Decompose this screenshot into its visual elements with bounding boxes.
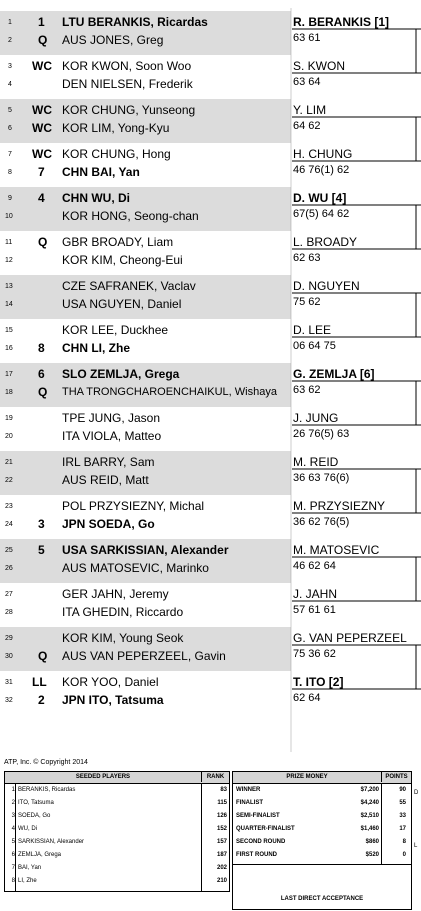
draw-position-number: 12 [5, 257, 13, 264]
draw-position-number: 7 [8, 151, 12, 158]
draw-position-number: 16 [5, 345, 13, 352]
draw-position-number: 2 [8, 37, 12, 44]
prize-header-label: PRIZE MONEY [286, 774, 328, 780]
prize-round: QUARTER-FINALIST [236, 826, 295, 832]
draw-position-number: 27 [5, 591, 13, 598]
player-name: AUS MATOSEVIC, Marinko [62, 561, 209, 575]
seed-number: 8 [38, 341, 45, 355]
seed-row-rank: 202 [216, 865, 227, 871]
prize-points: 55 [399, 800, 406, 806]
prize-round: FINALIST [236, 800, 263, 806]
player-name: KOR YOO, Daniel [62, 675, 159, 689]
player-name: ITA VIOLA, Matteo [62, 429, 162, 443]
prize-money: $520 [365, 852, 379, 858]
entry-status: LL [32, 675, 47, 689]
prize-points: 90 [399, 787, 406, 793]
match-score: 64 62 [293, 120, 321, 132]
round-winner-name: Y. LIM [293, 103, 327, 117]
player-name: KOR CHUNG, Yunseong [62, 103, 196, 117]
draw-position-number: 30 [5, 653, 13, 660]
match-score: 57 61 61 [293, 604, 336, 616]
seed-row-rank: 187 [216, 852, 227, 858]
prize-round: SECOND ROUND [236, 839, 286, 845]
prize-points: 17 [399, 826, 406, 832]
player-name: THA TRONGCHAROENCHAIKUL, Wishaya [62, 386, 277, 398]
round-winner-name: G. ZEMLJA [6] [293, 367, 375, 381]
seed-number: 5 [38, 543, 45, 557]
draw-position-number: 32 [5, 697, 13, 704]
match-score: 26 76(5) 63 [293, 428, 350, 440]
match-score: 62 64 [293, 692, 321, 704]
prize-round: SEMI-FINALIST [236, 813, 280, 819]
draw-position-number: 29 [5, 635, 13, 642]
player-name: SLO ZEMLJA, Grega [62, 367, 180, 381]
prize-money: $860 [365, 839, 379, 845]
round-winner-name: L. BROADY [293, 235, 358, 249]
player-name: GER JAHN, Jeremy [62, 587, 169, 601]
round-winner-name: M. REID [293, 455, 339, 469]
rank-header-label: RANK [201, 772, 229, 782]
player-name: AUS VAN PEPERZEEL, Gavin [62, 649, 226, 663]
entry-status: WC [32, 59, 52, 73]
match-score: 46 76(1) 62 [293, 164, 350, 176]
draw-position-number: 5 [8, 107, 12, 114]
draw-position-number: 11 [5, 239, 13, 246]
player-name: GBR BROADY, Liam [62, 235, 174, 249]
seed-row-name: BAI, Yan [18, 865, 42, 871]
draw-position-number: 1 [8, 19, 12, 26]
prize-edge-d: D [414, 790, 419, 796]
player-name: CHN BAI, Yan [62, 165, 140, 179]
prize-round: WINNER [236, 787, 261, 793]
prize-points: 33 [399, 813, 406, 819]
round-winner-name: J. JUNG [293, 411, 339, 425]
seed-row-number: 2 [11, 800, 15, 806]
seeded-table-header [5, 772, 229, 784]
prize-money: $4,240 [360, 800, 379, 806]
draw-position-number: 31 [5, 679, 13, 686]
seed-row-number: 4 [11, 826, 15, 832]
player-name: KOR LIM, Yong-Kyu [62, 121, 170, 135]
seed-row-name: BERANKIS, Ricardas [18, 787, 76, 793]
draw-position-number: 25 [5, 547, 13, 554]
draw-position-number: 17 [5, 371, 13, 378]
round-winner-name: M. MATOSEVIC [293, 543, 380, 557]
round-winner-name: D. LEE [293, 323, 332, 337]
draw-position-number: 13 [5, 283, 13, 290]
seed-row-name: ITO, Tatsuma [18, 800, 54, 806]
prize-money: $2,510 [360, 813, 379, 819]
player-name: IRL BARRY, Sam [62, 455, 155, 469]
player-name: USA SARKISSIAN, Alexander [62, 543, 229, 557]
seed-row-number: 5 [11, 839, 15, 845]
round-winner-name: T. ITO [2] [293, 675, 344, 689]
draw-position-number: 10 [5, 213, 13, 220]
entry-status: Q [38, 649, 48, 663]
copyright-text: ATP, Inc. © Copyright 2014 [4, 759, 88, 766]
player-name: KOR KIM, Cheong-Eui [62, 253, 183, 267]
seed-row-rank: 157 [216, 839, 227, 845]
draw-position-number: 22 [5, 477, 13, 484]
draw-position-number: 23 [5, 503, 13, 510]
seed-row-number: 7 [11, 865, 15, 871]
player-name: POL PRZYSIEZNY, Michal [62, 499, 205, 513]
seed-row-rank: 152 [216, 826, 227, 832]
round-winner-name: D. NGUYEN [293, 279, 360, 293]
match-score: 36 62 76(5) [293, 516, 350, 528]
player-name: JPN SOEDA, Go [62, 517, 155, 531]
draw-position-number: 8 [8, 169, 12, 176]
player-name: CHN WU, Di [62, 191, 130, 205]
player-name: AUS REID, Matt [62, 473, 149, 487]
seed-row-name: WU, Di [18, 826, 37, 832]
seed-number: 2 [38, 693, 45, 707]
entry-status: Q [38, 235, 48, 249]
draw-position-number: 6 [8, 125, 12, 132]
player-name: KOR LEE, Duckhee [62, 323, 169, 337]
player-name: TPE JUNG, Jason [62, 411, 161, 425]
seed-row-name: SOEDA, Go [18, 813, 51, 819]
draw-position-number: 19 [5, 415, 13, 422]
player-name: USA NGUYEN, Daniel [62, 297, 182, 311]
player-name: AUS JONES, Greg [62, 33, 164, 47]
round-winner-name: M. PRZYSIEZNY [293, 499, 386, 513]
entry-status: WC [32, 103, 52, 117]
draw-position-number: 14 [5, 301, 13, 308]
match-score: 75 36 62 [293, 648, 336, 660]
prize-money-table [232, 771, 412, 865]
match-score: 62 63 [293, 252, 321, 264]
seed-number: 3 [38, 517, 45, 531]
player-name: KOR KWON, Soon Woo [62, 59, 192, 73]
prize-round: FIRST ROUND [236, 852, 277, 858]
entry-status: WC [32, 121, 52, 135]
match-score: 67(5) 64 62 [293, 208, 350, 220]
player-name: ITA GHEDIN, Riccardo [62, 605, 184, 619]
round-winner-name: J. JAHN [293, 587, 338, 601]
match-score: 63 61 [293, 32, 321, 44]
player-name: LTU BERANKIS, Ricardas [62, 15, 208, 29]
player-name: JPN ITO, Tatsuma [62, 693, 164, 707]
match-score: 63 64 [293, 76, 321, 88]
seed-number: 4 [38, 191, 45, 205]
prize-points: 0 [402, 852, 406, 858]
prize-table-header [233, 772, 411, 784]
player-name: CZE SAFRANEK, Vaclav [62, 279, 196, 293]
round-winner-name: D. WU [4] [293, 191, 347, 205]
match-score: 75 62 [293, 296, 321, 308]
last-direct-acceptance-label: LAST DIRECT ACCEPTANCE [280, 896, 364, 902]
draw-position-number: 21 [5, 459, 13, 466]
entry-status: WC [32, 147, 52, 161]
prize-money: $7,200 [360, 787, 379, 793]
draw-position-number: 26 [5, 565, 13, 572]
player-name: CHN LI, Zhe [62, 341, 130, 355]
seed-row-number: 1 [11, 787, 15, 793]
seed-row-rank: 115 [217, 800, 227, 806]
seed-number: 7 [38, 165, 45, 179]
round-winner-name: R. BERANKIS [1] [293, 15, 390, 29]
seed-row-name: LI, Zhe [18, 878, 37, 884]
match-score: 63 62 [293, 384, 321, 396]
player-name: KOR CHUNG, Hong [62, 147, 171, 161]
entry-status: Q [38, 385, 48, 399]
match-score: 46 62 64 [293, 560, 336, 572]
round-winner-name: H. CHUNG [293, 147, 353, 161]
match-score: 36 63 76(6) [293, 472, 350, 484]
points-header-label: POINTS [381, 772, 411, 782]
draw-position-number: 9 [8, 195, 12, 202]
seed-row-name: ZEMLJA, Grega [18, 852, 62, 858]
seed-row-rank: 210 [216, 878, 227, 884]
player-name: KOR KIM, Young Seok [62, 631, 184, 645]
draw-position-number: 20 [5, 433, 13, 440]
draw-position-number: 18 [5, 389, 13, 396]
draw-position-number: 15 [5, 327, 13, 334]
seed-row-number: 6 [11, 852, 15, 858]
draw-position-number: 24 [5, 521, 13, 528]
entry-status: Q [38, 33, 48, 47]
draw-position-number: 4 [8, 81, 12, 88]
prize-money: $1,460 [360, 826, 379, 832]
seed-number: 1 [38, 15, 45, 29]
prize-edge-l: L [414, 843, 418, 849]
round-winner-name: G. VAN PEPERZEEL [293, 631, 407, 645]
prize-points: 8 [402, 839, 406, 845]
draw-position-number: 28 [5, 609, 13, 616]
seed-row-name: SARKISSIAN, Alexander [18, 839, 85, 845]
round-winner-name: S. KWON [293, 59, 346, 73]
player-name: DEN NIELSEN, Frederik [62, 77, 193, 91]
seed-row-number: 8 [11, 878, 15, 884]
seed-row-rank: 83 [220, 787, 227, 793]
seed-row-rank: 126 [216, 813, 227, 819]
seeded-players-table [4, 771, 230, 892]
seed-row-number: 3 [11, 813, 15, 819]
match-score: 06 64 75 [293, 340, 336, 352]
player-name: KOR HONG, Seong-chan [62, 209, 199, 223]
seed-number: 6 [38, 367, 45, 381]
last-direct-acceptance-box [232, 864, 412, 910]
draw-position-number: 3 [8, 63, 12, 70]
seeded-header-label: SEEDED PLAYERS [75, 774, 131, 780]
